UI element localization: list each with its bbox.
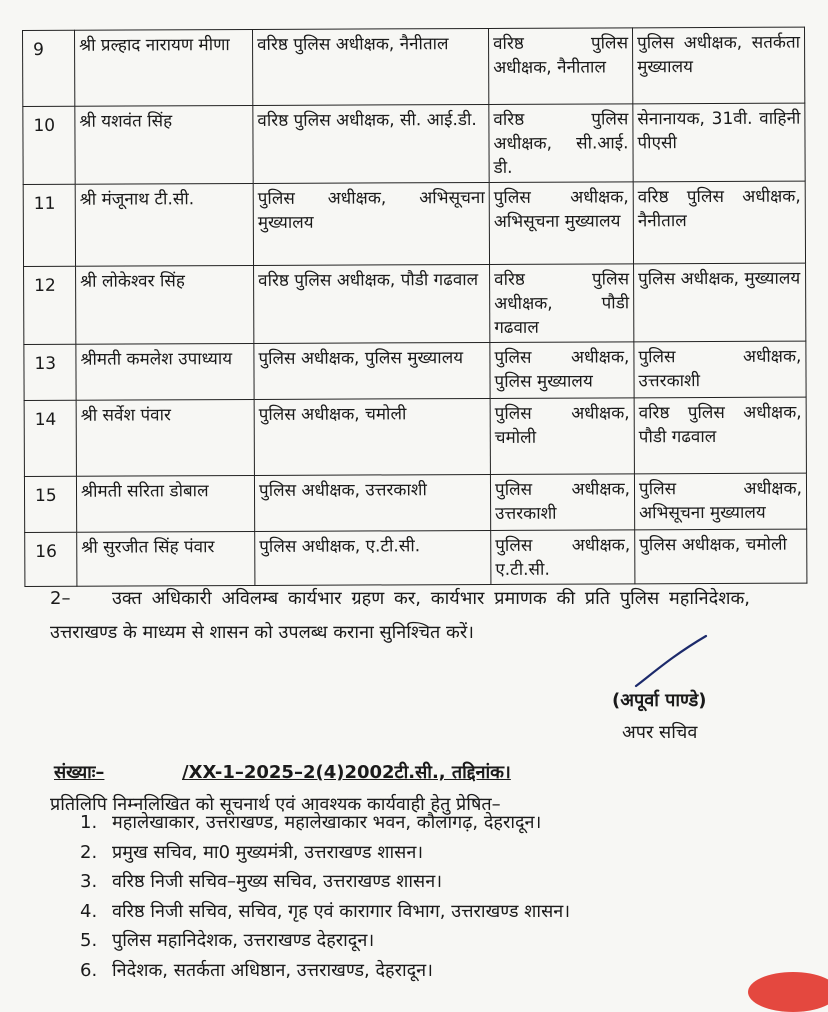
- present-post: वरिष्ठ पुलिस अधीक्षक, सी.आई. डी.: [489, 104, 633, 183]
- list-item: 5. पुलिस महानिदेशक, उत्तराखण्ड देहरादून।: [80, 930, 375, 951]
- table-row: [24, 473, 806, 532]
- officer-name: श्रीमती कमलेश उपाध्याय: [76, 343, 254, 400]
- new-post: सेनानायक, 31वी. वाहिनी पीएसी: [633, 103, 805, 182]
- present-post: पुलिस अधीक्षक, पुलिस मुख्यालय: [490, 342, 634, 399]
- new-post: पुलिस अधीक्षक, चमोली: [635, 529, 807, 584]
- present-post: पुलिस अधीक्षक, अभिसूचना मुख्यालय: [489, 182, 633, 265]
- new-post: पुलिस अधीक्षक, उत्तरकाशी: [634, 341, 806, 398]
- current-post: वरिष्ठ पुलिस अधीक्षक, नैनीताल: [252, 28, 488, 105]
- officer-name: श्री सुरजीत सिंह पंवार: [77, 531, 255, 586]
- present-post: पुलिस अधीक्षक, ए.टी.सी.: [491, 530, 635, 585]
- new-post: पुलिस अधीक्षक, अभिसूचना मुख्यालय: [634, 473, 806, 530]
- officer-name: श्री यशवंत सिंह: [75, 105, 253, 184]
- serial-number: 12: [24, 266, 76, 344]
- current-post: पुलिस अधीक्षक, पुलिस मुख्यालय: [254, 342, 490, 399]
- new-post: वरिष्ठ पुलिस अधीक्षक, नैनीताल: [633, 181, 805, 264]
- officer-name: श्री लोकेश्वर सिंह: [76, 265, 254, 344]
- present-post: पुलिस अधीक्षक, चमोली: [490, 398, 634, 475]
- list-item: 1. महालेखाकार, उत्तराखण्ड, महालेखाकार भवन, कौलागढ़, देहरादून।: [80, 812, 542, 833]
- table-row: [24, 397, 806, 476]
- current-post: पुलिस अधीक्षक, ए.टी.सी.: [255, 530, 491, 585]
- copy-to-intro: प्रतिलिपि निम्नलिखित को सूचनार्थ एवं आवश्यक कार्यवाही हेतु प्रेषित–: [50, 794, 501, 815]
- transfer-table: [22, 27, 807, 587]
- reference-label: संख्याः–: [54, 762, 105, 783]
- signatory-name: (अपूर्वा पाण्डे): [612, 690, 707, 711]
- list-item: 4. वरिष्ठ निजी सचिव, सचिव, गृह एवं कारागार विभाग, उत्तराखण्ड शासन।: [80, 900, 571, 922]
- reference-line: [54, 760, 511, 784]
- table-row: [25, 529, 807, 586]
- serial-number: 15: [24, 476, 76, 532]
- current-post: पुलिस अधीक्षक, अभिसूचना मुख्यालय: [253, 182, 489, 265]
- current-post: वरिष्ठ पुलिस अधीक्षक, सी. आई.डी.: [253, 104, 489, 183]
- table-row: [23, 103, 805, 184]
- serial-number: 11: [23, 184, 75, 266]
- paragraph-text: उक्त अधिकारी अविलम्ब कार्यभार ग्रहण कर, कार्यभार प्रमाणक की प्रति पुलिस महानिदेशक, उत्तराखण्ड के माध्यम से शासन को उपलब्ध कराना सुनिश्चित करें।: [50, 588, 750, 643]
- paragraph-number: 2–: [50, 588, 71, 609]
- officer-name: श्रीमती सरिता डोबाल: [76, 475, 254, 532]
- new-post: पुलिस अधीक्षक, मुख्यालय: [634, 263, 806, 342]
- serial-number: 14: [24, 400, 76, 476]
- present-post: पुलिस अधीक्षक, उत्तरकाशी: [490, 474, 634, 531]
- present-post: वरिष्ठ पुलिस अधीक्षक, पौडी गढवाल: [490, 264, 634, 343]
- signature-mark: [632, 630, 712, 690]
- reference-code: /XX-1–2025–2(4)2002टी.सी., तद्दिनांक।: [182, 762, 511, 783]
- officer-name: श्री प्रल्हाद नारायण मीणा: [75, 29, 253, 106]
- current-post: वरिष्ठ पुलिस अधीक्षक, पौडी गढवाल: [254, 264, 490, 343]
- table-row: [23, 181, 805, 266]
- list-item: 6. निदेशक, सतर्कता अधिष्ठान, उत्तराखण्ड, देहरादून।: [80, 959, 433, 981]
- list-item: 3. वरिष्ठ निजी सचिव–मुख्य सचिव, उत्तराखण्ड शासन।: [80, 871, 443, 892]
- officer-name: श्री मंजूनाथ टी.सी.: [75, 183, 253, 266]
- serial-number: 10: [23, 106, 75, 184]
- table-row: [24, 263, 806, 344]
- officer-name: श्री सर्वेश पंवार: [76, 399, 254, 476]
- red-stamp-mark: [748, 972, 828, 1012]
- new-post: पुलिस अधीक्षक, सतर्कता मुख्यालय: [632, 27, 804, 104]
- current-post: पुलिस अधीक्षक, उत्तरकाशी: [254, 474, 490, 531]
- list-item: 2. प्रमुख सचिव, मा0 मुख्यमंत्री, उत्तराखण्ड शासन।: [80, 841, 424, 863]
- serial-number: 16: [25, 532, 77, 586]
- new-post: वरिष्ठ पुलिस अधीक्षक, पौडी गढवाल: [634, 397, 806, 474]
- table-row: [23, 27, 805, 106]
- signatory-designation: अपर सचिव: [622, 722, 698, 743]
- serial-number: 9: [23, 30, 75, 106]
- serial-number: 13: [24, 344, 76, 400]
- copy-to-list: [48, 808, 570, 985]
- current-post: पुलिस अधीक्षक, चमोली: [254, 398, 490, 475]
- table-row: [24, 341, 806, 400]
- present-post: वरिष्ठ पुलिस अधीक्षक, नैनीताल: [488, 28, 632, 105]
